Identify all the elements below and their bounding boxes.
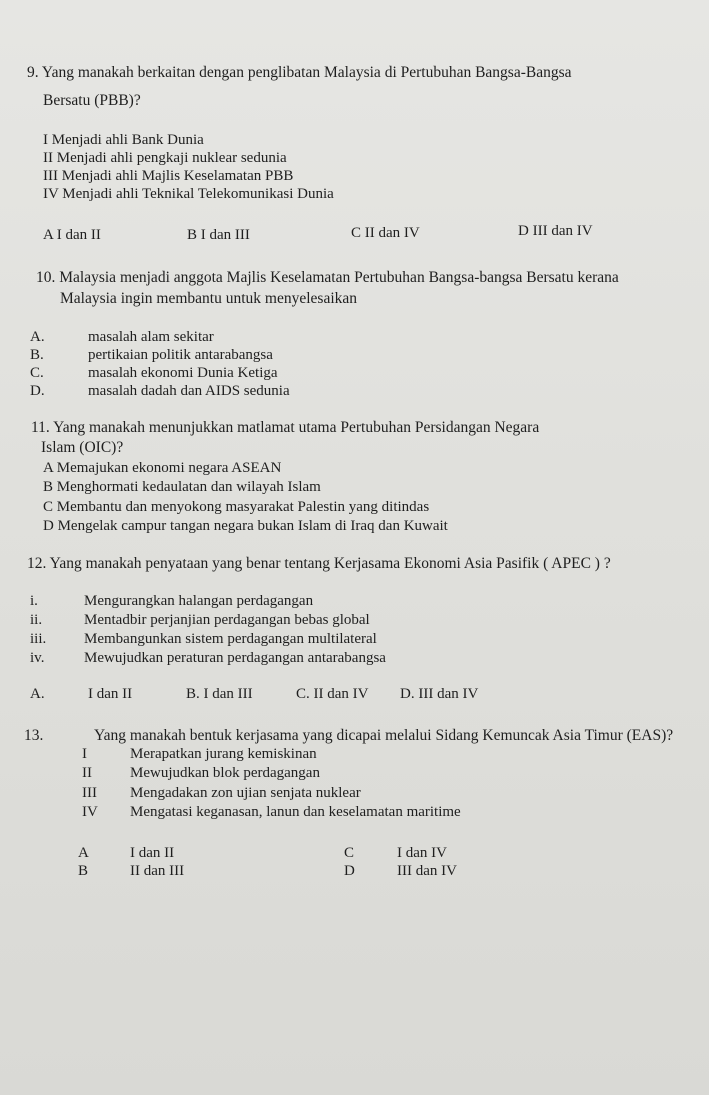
q13-option-b-text: II dan III bbox=[130, 863, 185, 879]
q9-option-c: C II dan IV bbox=[351, 225, 420, 241]
q13-item-1-num: I bbox=[82, 746, 87, 762]
q12-item-4-text: Mewujudkan peraturan perdagangan antarabangsa bbox=[84, 650, 386, 666]
q13-number: 13. bbox=[24, 727, 44, 744]
q11-option-b: B Menghormati kedaulatan dan wilayah Islam bbox=[43, 479, 321, 495]
q12-item-1-text: Mengurangkan halangan perdagangan bbox=[84, 593, 314, 609]
q9-item-2: II Menjadi ahli pengkaji nuklear sedunia bbox=[43, 150, 287, 166]
q9-item-1: I Menjadi ahli Bank Dunia bbox=[43, 132, 204, 148]
q12-item-3-num: iii. bbox=[30, 631, 47, 647]
q13-item-2-num: II bbox=[82, 765, 92, 781]
q9-option-d: D III dan IV bbox=[518, 223, 593, 239]
q12-option-b: B. I dan III bbox=[186, 686, 253, 702]
q12-item-3-text: Membangunkan sistem perdagangan multilateral bbox=[84, 631, 377, 647]
q13-stem: Yang manakah bentuk kerjasama yang dicapai melalui Sidang Kemuncak Asia Timur (EAS)? bbox=[94, 727, 674, 744]
q12-option-a-text: I dan II bbox=[88, 686, 133, 702]
q10-option-a-text: masalah alam sekitar bbox=[88, 329, 214, 345]
q10-stem-line1: 10. Malaysia menjadi anggota Majlis Keselamatan Pertubuhan Bangsa-bangsa Bersatu kerana bbox=[36, 269, 619, 286]
q9-stem-line2: Bersatu (PBB)? bbox=[43, 92, 141, 109]
q13-item-4-text: Mengatasi keganasan, lanun dan keselamatan maritime bbox=[130, 804, 461, 820]
q12-item-2-text: Mentadbir perjanjian perdagangan bebas global bbox=[84, 612, 370, 628]
q12-stem: 12. Yang manakah penyataan yang benar tentang Kerjasama Ekonomi Asia Pasifik ( APEC ) ? bbox=[27, 555, 611, 572]
q13-item-4-num: IV bbox=[82, 804, 98, 820]
q10-option-c-letter: C. bbox=[30, 365, 44, 381]
q13-item-3-text: Mengadakan zon ujian senjata nuklear bbox=[130, 785, 361, 801]
q12-item-1-num: i. bbox=[30, 593, 38, 609]
q13-option-a-text: I dan II bbox=[130, 845, 175, 861]
q11-stem-line2: Islam (OIC)? bbox=[41, 439, 124, 456]
q13-item-1-text: Merapatkan jurang kemiskinan bbox=[130, 746, 317, 762]
q13-option-c-letter: C bbox=[344, 845, 355, 861]
q11-option-a: A Memajukan ekonomi negara ASEAN bbox=[43, 460, 282, 476]
q10-option-a-letter: A. bbox=[30, 329, 45, 345]
q9-item-3: III Menjadi ahli Majlis Keselamatan PBB bbox=[43, 168, 294, 184]
q9-option-a: A I dan II bbox=[43, 227, 101, 243]
q10-stem-line2: Malaysia ingin membantu untuk menyelesaikan bbox=[60, 290, 358, 307]
q13-item-2-text: Mewujudkan blok perdagangan bbox=[130, 765, 320, 781]
q12-option-a-letter: A. bbox=[30, 686, 45, 702]
q13-option-d-text: III dan IV bbox=[397, 863, 457, 879]
q13-option-d-letter: D bbox=[344, 863, 355, 879]
q12-item-2-num: ii. bbox=[30, 612, 43, 628]
q12-option-d: D. III dan IV bbox=[400, 686, 479, 702]
q13-option-c-text: I dan IV bbox=[397, 845, 447, 861]
q9-stem-line1: 9. Yang manakah berkaitan dengan penglibatan Malaysia di Pertubuhan Bangsa-Bangsa bbox=[27, 64, 572, 81]
q11-option-d: D Mengelak campur tangan negara bukan Islam di Iraq dan Kuwait bbox=[43, 518, 448, 534]
q13-option-b-letter: B bbox=[78, 863, 89, 879]
q11-option-c: C Membantu dan menyokong masyarakat Palestin yang ditindas bbox=[43, 499, 430, 515]
q10-option-c-text: masalah ekonomi Dunia Ketiga bbox=[88, 365, 278, 381]
q11-stem-line1: 11. Yang manakah menunjukkan matlamat utama Pertubuhan Persidangan Negara bbox=[31, 419, 540, 436]
q12-option-c: C. II dan IV bbox=[296, 686, 369, 702]
q10-option-b-letter: B. bbox=[30, 347, 44, 363]
q10-option-d-letter: D. bbox=[30, 383, 45, 399]
q10-option-d-text: masalah dadah dan AIDS sedunia bbox=[88, 383, 290, 399]
q13-item-3-num: III bbox=[82, 785, 97, 801]
q12-item-4-num: iv. bbox=[30, 650, 45, 666]
q10-option-b-text: pertikaian politik antarabangsa bbox=[88, 347, 273, 363]
q9-option-b: B I dan III bbox=[187, 227, 250, 243]
q13-option-a-letter: A bbox=[78, 845, 89, 861]
q9-item-4: IV Menjadi ahli Teknikal Telekomunikasi Dunia bbox=[43, 186, 334, 202]
